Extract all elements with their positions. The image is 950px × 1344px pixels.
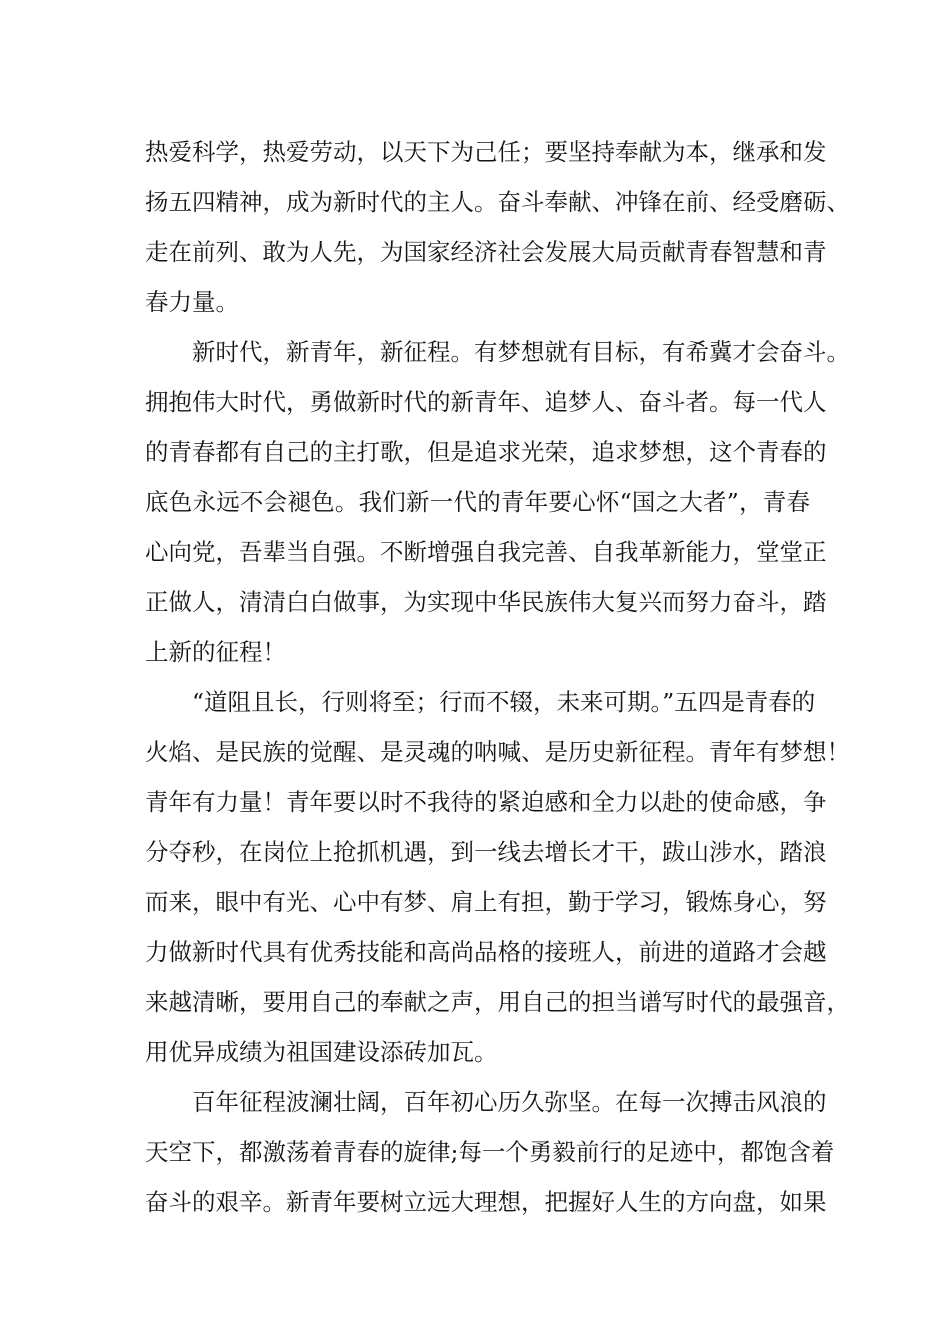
text-line: 奋斗的艰辛。新青年要树立远大理想，把握好人生的方向盘，如果	[145, 1188, 827, 1216]
text-line: 用优异成绩为祖国建设添砖加瓦。	[145, 1038, 498, 1066]
paragraph	[145, 677, 850, 1077]
text-line: 而来，眼中有光、心中有梦、肩上有担，勤于学习，锻炼身心，努	[145, 888, 827, 916]
text-line: 走在前列、敢为人先，为国家经济社会发展大局贡献青春智慧和青	[145, 238, 827, 266]
text-line: 新时代，新青年，新征程。有梦想就有目标，有希冀才会奋斗。	[192, 338, 850, 366]
text-line: “道阻且长，行则将至；行而不辍，未来可期。”五四是青春的	[192, 688, 816, 716]
text-line: 底色永远不会褪色。我们新一代的青年要心怀“国之大者”，青春	[145, 488, 810, 516]
paragraph	[145, 127, 850, 327]
text-line: 天空下，都激荡着青春的旋律;每一个勇毅前行的足迹中，都饱含着	[145, 1138, 835, 1166]
paragraph	[145, 1077, 835, 1227]
text-line: 分夺秒，在岗位上抢抓机遇，到一线去增长才干，跋山涉水，踏浪	[145, 838, 827, 866]
text-line: 正做人，清清白白做事，为实现中华民族伟大复兴而努力奋斗，踏	[145, 588, 827, 616]
text-line: 拥抱伟大时代，勇做新时代的新青年、追梦人、奋斗者。每一代人	[145, 388, 827, 416]
text-line: 上新的征程！	[145, 638, 286, 666]
text-line: 心向党，吾辈当自强。不断增强自我完善、自我革新能力，堂堂正	[145, 538, 827, 566]
paragraph	[145, 327, 850, 677]
text-line: 热爱科学，热爱劳动，以天下为己任；要坚持奉献为本，继承和发	[145, 138, 827, 166]
text-line: 扬五四精神，成为新时代的主人。奋斗奉献、冲锋在前、经受磨砺、	[145, 188, 850, 216]
text-line: 火焰、是民族的觉醒、是灵魂的呐喊、是历史新征程。青年有梦想！	[145, 738, 850, 766]
text-line: 青年有力量！青年要以时不我待的紧迫感和全力以赴的使命感，争	[145, 788, 827, 816]
text-line: 的青春都有自己的主打歌，但是追求光荣，追求梦想，这个青春的	[145, 438, 827, 466]
text-line: 来越清晰，要用自己的奉献之声，用自己的担当谱写时代的最强音，	[145, 988, 850, 1016]
text-line: 春力量。	[145, 288, 239, 316]
text-line: 百年征程波澜壮阔，百年初心历久弥坚。在每一次搏击风浪的	[192, 1088, 827, 1116]
text-line: 力做新时代具有优秀技能和高尚品格的接班人，前进的道路才会越	[145, 938, 827, 966]
document-body	[145, 127, 850, 1227]
